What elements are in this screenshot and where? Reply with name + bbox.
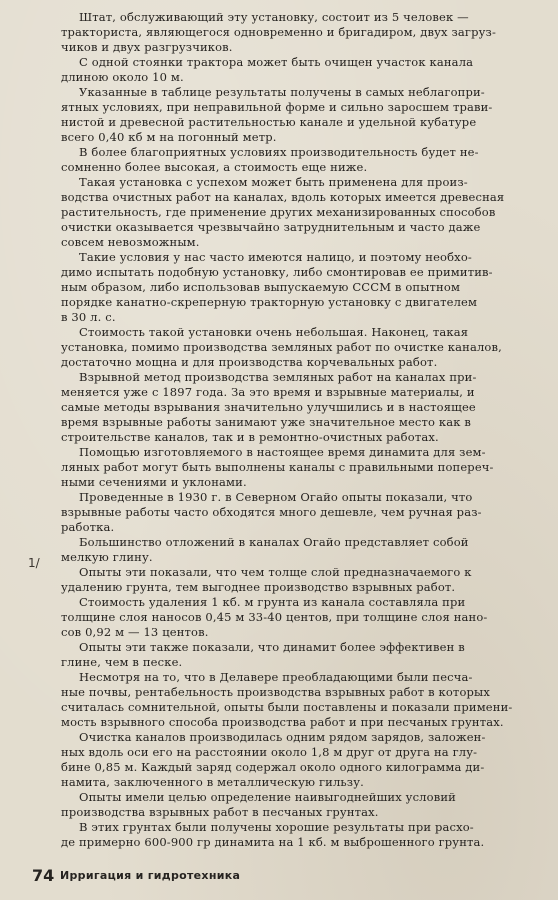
paragraph: В этих грунтах были получены хорошие результаты при расхо- де примерно 600-900 гр динамита на 1 кб. м выброшенного грунта. xyxy=(61,820,485,849)
paragraph: Опыты имели целью определение наивыгоднейших условий производства взрывных работ в песчаных грунтах. xyxy=(61,790,456,819)
paragraph: С одной стоянки трактора может быть очищен участок канала длиною около 10 м. xyxy=(61,55,474,84)
margin-annotation: 1/ xyxy=(28,556,40,570)
paragraph: Несмотря на то, что в Делавере преобладающими были песча- ные почвы, рентабельность производства взрывных работ в которых считалась сомнительной, опыты были поставлены и показали примени- мость взрывного способа производства работ и при песчаных грунтах. xyxy=(61,670,513,729)
paragraph: Проведенные в 1930 г. в Северном Огайо опыты показали, что взрывные работы часто обходятся много дешевле, чем ручная раз- работка. xyxy=(61,490,482,534)
paragraph: Штат, обслуживающий эту установку, состоит из 5 человек — тракториста, являющегося одновременно и бригадиром, двух загруз- чиков и двух разгрузчиков. xyxy=(61,10,496,54)
paragraph: Очистка каналов производилась одним рядом зарядов, заложен- ных вдоль оси его на расстоянии около 1,8 м друг от друга на глу- бине 0,85 м. Каждый заряд содержал около одного килограмма ди- намита, заключенного в металлическую гильзу. xyxy=(61,730,486,789)
paragraph: Большинство отложений в каналах Огайо представляет собой мелкую глину. xyxy=(61,535,469,564)
paragraph: Помощью изготовляемого в настоящее время динамита для зем- ляных работ могут быть выполнены каналы с правильными попереч- ными сечениями и уклонами. xyxy=(61,445,494,489)
paragraph: Такие условия у нас часто имеются налицо, и поэтому необхо- димо испытать подобную установку, либо смонтировав ее примитив- ным образом, либо использовав выпускаемую СССМ в опытном порядке канатно-скреперную тракторную установку с двигателем в 30 л. с. xyxy=(61,250,493,324)
page-footer xyxy=(32,866,262,886)
paragraph: Такая установка с успехом может быть применена для произ- водства очистных работ на каналах, вдоль которых имеется древесная растительность, где применение других механизированных способов очистки оказывается чрезвычайно затруднительным и часто даже совсем невозможным. xyxy=(61,175,505,249)
paragraph: Взрывной метод производства земляных работ на каналах при- меняется уже с 1897 года. За это время и взрывные материалы, и самые методы взрывания значительно улучшились и в настоящее время взрывные работы занимают уже значительное место как в строительстве каналов, так и в ремонтно-очистных работах. xyxy=(61,370,477,444)
paragraph: Стоимость удаления 1 кб. м грунта из канала составляла при толщине слоя наносов 0,45 м 33-40 центов, при толщине слоя нано- сов 0,92 м — 13 центов. xyxy=(61,595,488,639)
paragraph: Стоимость такой установки очень небольшая. Наконец, такая установка, помимо производства земляных работ по очистке каналов, достаточно мощна и для производства корчевальных работ. xyxy=(61,325,502,369)
paragraph: Опыты эти показали, что чем толще слой предназначаемого к удалению грунта, тем выгоднее производство взрывных работ. xyxy=(61,565,472,594)
paragraph: В более благоприятных условиях производительность будет не- сомненно более высокая, а стоимость еще ниже. xyxy=(61,145,479,174)
page-number: 74 xyxy=(32,866,55,885)
body-text xyxy=(61,10,525,850)
paragraph: Опыты эти также показали, что динамит более эффективен в глине, чем в песке. xyxy=(61,640,465,669)
running-title: Ирригация и гидротехника xyxy=(60,869,241,882)
paragraph: Указанные в таблице результаты получены в самых неблагопри- ятных условиях, при неправильной форме и сильно заросшем трави- нистой и древесной растительностью канале и удельной кубатуре всего 0,40 кб м на погонный метр. xyxy=(61,85,493,144)
